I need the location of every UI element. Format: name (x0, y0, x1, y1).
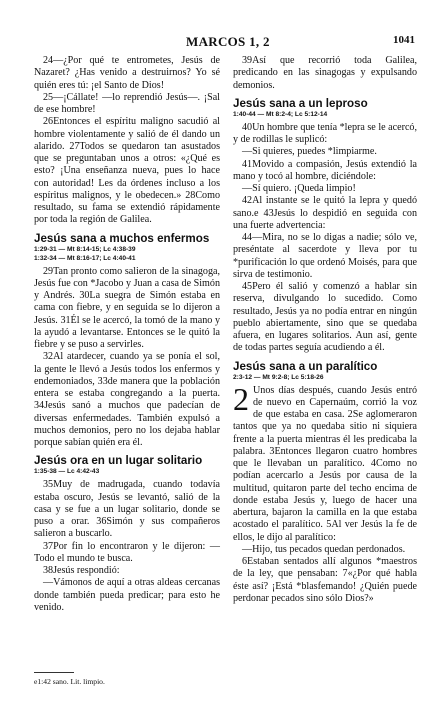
paragraph: —Vámonos de aquí a otras aldeas cercanas donde también pueda predicar; para esto he venido. (34, 577, 220, 613)
paragraph: —Sí quiero. ¡Queda limpio! (242, 183, 356, 194)
chapter-number: 2 (233, 380, 249, 417)
paragraph: 40Un hombre que tenía *lepra se le acercó, y de rodillas le suplicó: (233, 121, 417, 145)
chapter-paragraph (233, 380, 417, 544)
cross-references (233, 110, 417, 119)
paragraph: 45Pero él salió y comenzó a hablar sin reserva, divulgando lo sucedido. Como resultado, Jesús ya no podía entrar en ningún pueblo abiertamente, sino que se quedaba afuera, en lugares solitarios. Aun así, gente de todas partes seguía acudiendo a él. (233, 281, 417, 354)
left-column (34, 55, 220, 614)
cross-references (34, 467, 220, 476)
paragraph: 6Estaban sentados allí algunos *maestros de la ley, que pensaban: 7«¿Por qué habla éste así? ¡Está *blasfemando! ¿Quién puede perdonar pecados sino sólo Dios?» (233, 556, 417, 604)
paragraph: 26Entonces el espíritu maligno sacudió al hombre violentamente y salió de él dando un alarido. 27Todos se quedaron tan asustados que se preguntaban unos a otros: «¿Qué es esto? ¡Una enseñanza nueva, pues lo hace con autoridad! Les da órdenes incluso a los espíritus malignos, y le obedecen.» 28Como resultado, su fama se extendió rápidamente por toda la región de Galilea. (34, 116, 220, 226)
paragraph: 38Jesús respondió: (43, 565, 120, 576)
section-heading: Jesús ora en un lugar solitario (34, 454, 203, 468)
paragraph: 39Así que recorrió toda Galilea, predicando en las sinagogas y expulsando demonios. (233, 55, 417, 91)
paragraph: 37Por fin lo encontraron y le dijeron: —Todo el mundo te busca. (34, 540, 220, 564)
footnote: e1:42 sano. Lit. limpio. (34, 677, 105, 686)
paragraph-text: Unos días después, cuando Jesús entró de nuevo en Capernaúm, corrió la voz de que estaba en casa. 2Se aglomeraron tantos que ya no quedaba sitio ni siquiera frente a la puerta mientras él les predicaba la palabra. 3Entonces llegaron cuatro hombres que le llevaban un paralítico. 4Como no podían acercarlo a Jesús por causa de la multitud, quitaron parte del techo encima de donde estaba Jesús y, luego de hacer una abertura, bajaron la camilla en la que estaba acostado el paralítico. 5Al ver Jesús la fe de ellos, le dijo al paralítico: (233, 384, 417, 543)
running-head: MARCOS 1, 2 (186, 34, 270, 49)
paragraph: —Si quieres, puedes *limpiarme. (242, 146, 377, 158)
section-heading: Jesús sana a un paralítico (233, 359, 378, 373)
cross-reference-line: 1:29-31 — Mt 8:14-15; Lc 4:38-39 (34, 245, 136, 253)
right-column (233, 55, 417, 605)
paragraph: 25—¡Cállate! —lo reprendió Jesús—. ¡Sal de ese hombre! (34, 91, 220, 115)
cross-reference-line: 1:40-44 — Mt 8:2-4; Lc 5:12-14 (233, 110, 328, 118)
paragraph: 44—Mira, no se lo digas a nadie; sólo ve, preséntate al sacerdote y lleva por tu *purificación lo que ordenó Moisés, para que sirva de testimonio. (233, 232, 417, 280)
paragraph: 35Muy de madrugada, cuando todavía estaba oscuro, Jesús se levantó, salió de la casa y se fue a un lugar solitario, donde se puso a orar. 36Simón y sus compañeros salieron a buscarlo. (34, 479, 220, 540)
cross-reference-line: 2:3-12 — Mt 9:2-8; Lc 5:18-26 (233, 373, 324, 381)
paragraph: 42Al instante se le quitó la lepra y quedó sano.e 43Jesús lo despidió en seguida con una fuerte advertencia: (233, 195, 417, 231)
footnote-rule (34, 672, 74, 673)
paragraph: 32Al atardecer, cuando ya se ponía el sol, la gente le llevó a Jesús todos los enfermos y endemoniados, 33de manera que la población entera se estaba congregando a la puerta. 34Jesús sanó a muchos que padecían de diversas enfermedades. También expulsó a muchos demonios, pero no los dejaba hablar porque sabían quién era él. (34, 351, 220, 448)
cross-reference-line: 1:32-34 — Mt 8:16-17; Lc 4:40-41 (34, 254, 136, 262)
page-header (0, 34, 445, 50)
paragraph: 29Tan pronto como salieron de la sinagoga, Jesús fue con *Jacobo y Juan a casa de Simón y Andrés. 30La suegra de Simón estaba en cama con fiebre, y en seguida se lo dijeron a Jesús. 31Él se le acercó, la tomó de la mano y la ayudó a levantarse. Entonces se le quitó la fiebre y se puso a servirles. (34, 265, 220, 350)
cross-reference-line: 1:35-38 — Lc 4:42-43 (34, 468, 100, 476)
cross-references (233, 373, 417, 382)
paragraph: 41Movido a compasión, Jesús extendió la mano y tocó al hombre, diciéndole: (233, 158, 417, 182)
page-number: 1041 (393, 34, 415, 46)
section-heading: Jesús sana a muchos enfermos (34, 231, 210, 245)
paragraph: —Hijo, tus pecados quedan perdonados. (242, 543, 406, 555)
cross-references (34, 245, 220, 263)
section-heading: Jesús sana a un leproso (233, 96, 368, 110)
paragraph: 24—¿Por qué te entrometes, Jesús de Nazaret? ¿Has venido a destruirnos? Yo sé quién eres tú: ¡el Santo de Dios! (34, 55, 220, 91)
